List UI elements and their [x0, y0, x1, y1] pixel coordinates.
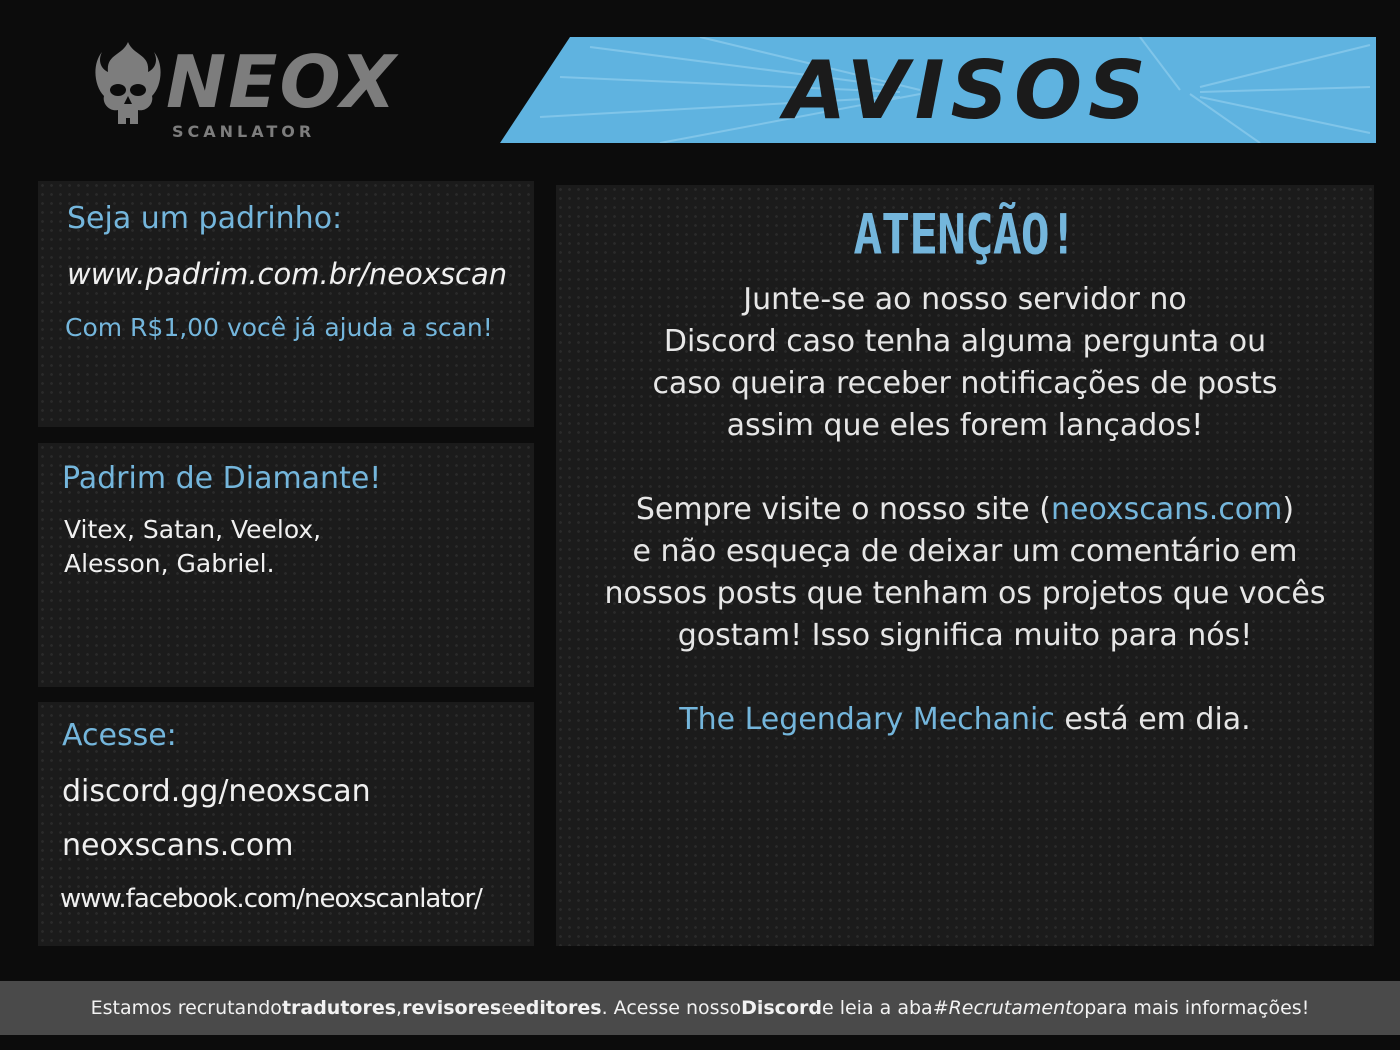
access-heading: Acesse:: [62, 718, 177, 753]
series-status: está em dia.: [1054, 702, 1251, 737]
support-note: Com R$1,00 você já ajuda a scan!: [65, 313, 493, 342]
diamond-names-line1: Vitex, Satan, Veelox,: [64, 515, 322, 544]
footer-reviewers: revisores: [402, 997, 502, 1019]
access-panel: [38, 702, 534, 946]
diamond-names-line2: Alesson, Gabriel.: [64, 549, 275, 578]
notice-site-link[interactable]: neoxscans.com: [1050, 492, 1283, 527]
diamond-heading: Padrim de Diamante!: [62, 461, 382, 496]
footer-text-2: ,: [396, 997, 403, 1019]
flame-skull-icon: [92, 38, 164, 134]
visit-site-close: ): [1282, 492, 1295, 527]
notice-line-1: Junte-se ao nosso servidor no: [743, 282, 1187, 317]
padrim-link[interactable]: www.padrim.com.br/neoxscan: [67, 257, 508, 291]
banner-title: AVISOS: [784, 43, 1152, 137]
support-heading: Seja um padrinho:: [67, 201, 343, 236]
footer-text-6: para mais informações!: [1084, 997, 1310, 1019]
logo-wordmark: NEOX: [166, 40, 398, 124]
logo-subtitle: SCANLATOR: [172, 122, 316, 141]
footer-text-1: Estamos recrutando: [90, 997, 282, 1019]
diamond-sponsors-panel: [38, 443, 534, 687]
footer-discord: Discord: [741, 997, 822, 1019]
notice-line-7: nossos posts que tenham os projetos que vocês: [604, 576, 1326, 611]
site-link[interactable]: neoxscans.com: [62, 828, 294, 863]
notice-line-2: Discord caso tenha alguma pergunta ou: [663, 324, 1267, 359]
footer-editors: editores: [512, 997, 602, 1019]
notice-line-9: [556, 699, 1374, 741]
notice-line-8: gostam! Isso significa muito para nós!: [677, 618, 1253, 653]
footer-text-4: . Acesse nosso: [601, 997, 742, 1019]
avisos-banner: [500, 37, 1376, 143]
footer-recruitment-tab: #Recrutamento: [932, 997, 1085, 1019]
footer-translators: tradutores: [281, 997, 397, 1019]
notice-line-3: caso queira receber notificações de posts: [652, 366, 1278, 401]
notice-line-6: e não esqueça de deixar um comentário em: [632, 534, 1298, 569]
notice-title: ATENÇÃO!: [853, 202, 1077, 268]
series-title: The Legendary Mechanic: [679, 702, 1055, 737]
discord-link[interactable]: discord.gg/neoxscan: [62, 774, 371, 809]
footer-text-3: e: [501, 997, 513, 1019]
facebook-link[interactable]: www.facebook.com/neoxscanlator/: [60, 884, 482, 914]
recruitment-footer: [0, 981, 1400, 1035]
notice-line-4: assim que eles forem lançados!: [726, 408, 1204, 443]
support-panel: [38, 181, 534, 427]
notice-panel: [556, 185, 1374, 946]
visit-site-text: Sempre visite o nosso site (: [635, 492, 1051, 527]
footer-text-5: e leia a aba: [821, 997, 933, 1019]
neox-logo: [92, 38, 422, 148]
notice-line-5: [556, 489, 1374, 531]
